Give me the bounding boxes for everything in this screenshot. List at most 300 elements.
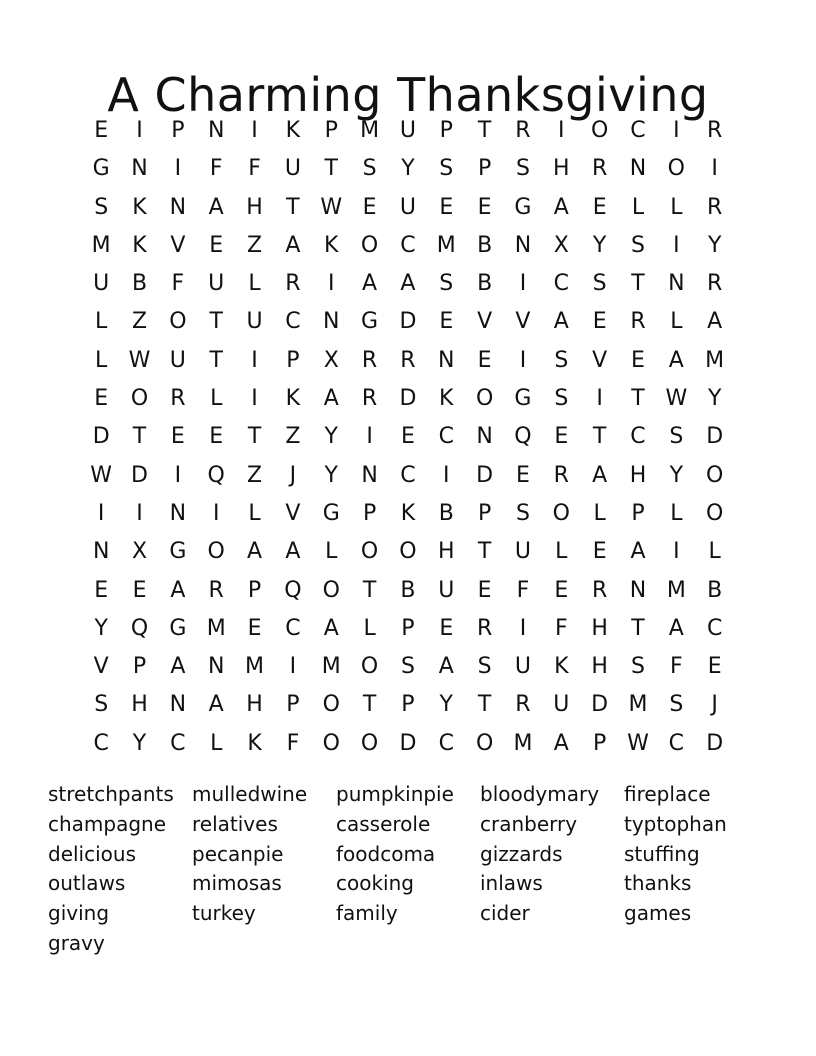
grid-letter[interactable]: F bbox=[516, 577, 530, 603]
grid-row bbox=[82, 533, 734, 571]
grid-letter[interactable]: A bbox=[438, 654, 454, 680]
grid-letter[interactable]: O bbox=[360, 232, 379, 258]
grid-letter[interactable]: E bbox=[592, 194, 607, 220]
grid-letter[interactable]: Q bbox=[130, 615, 149, 641]
grid-letter[interactable]: F bbox=[286, 730, 300, 756]
grid-letter[interactable]: R bbox=[361, 347, 378, 373]
grid-letter[interactable]: C bbox=[400, 462, 416, 488]
grid-letter[interactable]: I bbox=[558, 118, 565, 143]
grid-letter[interactable]: E bbox=[362, 194, 377, 220]
grid-letter[interactable]: I bbox=[596, 386, 603, 412]
word-list-item: casserole bbox=[336, 811, 431, 836]
grid-letter[interactable]: V bbox=[515, 309, 531, 335]
grid-letter[interactable]: C bbox=[630, 118, 646, 143]
grid-letter[interactable]: Z bbox=[247, 232, 263, 258]
grid-letter[interactable]: G bbox=[514, 194, 532, 220]
grid-letter[interactable]: T bbox=[362, 692, 377, 718]
grid-letter[interactable]: W bbox=[90, 462, 113, 488]
grid-letter[interactable]: B bbox=[438, 500, 454, 526]
grid-letter[interactable]: O bbox=[130, 386, 149, 412]
grid-letter[interactable]: A bbox=[362, 271, 378, 297]
grid-letter[interactable]: E bbox=[592, 539, 607, 565]
grid-letter[interactable]: L bbox=[210, 730, 223, 756]
grid-letter[interactable]: O bbox=[399, 539, 417, 565]
grid-letter[interactable]: E bbox=[247, 615, 262, 641]
grid-letter[interactable]: T bbox=[477, 692, 492, 718]
grid-letter[interactable]: L bbox=[325, 539, 338, 565]
grid-letter[interactable]: U bbox=[169, 347, 186, 373]
grid-letter[interactable]: R bbox=[707, 118, 723, 143]
grid-letter[interactable]: E bbox=[477, 194, 492, 220]
grid-letter[interactable]: L bbox=[95, 347, 108, 373]
grid-letter[interactable]: I bbox=[519, 271, 527, 297]
grid-letter[interactable]: M bbox=[705, 347, 725, 373]
grid-letter[interactable]: R bbox=[515, 118, 531, 143]
grid-letter[interactable]: R bbox=[553, 462, 569, 488]
grid-letter[interactable]: N bbox=[92, 539, 110, 565]
grid-letter[interactable]: E bbox=[439, 194, 454, 220]
grid-letter[interactable]: B bbox=[477, 232, 493, 258]
grid-letter[interactable]: I bbox=[251, 386, 258, 412]
grid-letter[interactable]: E bbox=[94, 577, 109, 603]
grid-letter[interactable]: Y bbox=[132, 730, 147, 756]
grid-letter[interactable]: I bbox=[519, 615, 527, 641]
grid-letter[interactable]: A bbox=[285, 539, 301, 565]
grid-letter[interactable]: Y bbox=[707, 386, 722, 412]
grid-letter[interactable]: U bbox=[399, 194, 416, 220]
grid-letter[interactable]: S bbox=[362, 156, 377, 182]
grid-letter[interactable]: D bbox=[591, 692, 609, 718]
grid-letter[interactable]: V bbox=[93, 654, 109, 680]
grid-letter[interactable]: N bbox=[207, 654, 225, 680]
grid-letter[interactable]: K bbox=[285, 386, 301, 412]
grid-letter[interactable]: A bbox=[247, 539, 263, 565]
grid-letter[interactable]: N bbox=[629, 577, 647, 603]
grid-letter[interactable]: T bbox=[132, 424, 147, 450]
grid-letter[interactable]: G bbox=[169, 615, 187, 641]
grid-letter[interactable]: I bbox=[174, 156, 182, 182]
grid-letter[interactable]: U bbox=[284, 156, 301, 182]
grid-letter[interactable]: A bbox=[553, 730, 569, 756]
grid-letter[interactable]: A bbox=[400, 271, 416, 297]
grid-letter[interactable]: E bbox=[516, 462, 530, 488]
grid-letter[interactable]: A bbox=[323, 615, 339, 641]
grid-letter[interactable]: A bbox=[668, 615, 684, 641]
grid-letter[interactable]: P bbox=[247, 577, 262, 603]
grid-letter[interactable]: A bbox=[707, 309, 723, 335]
grid-letter[interactable]: M bbox=[321, 654, 341, 680]
grid-letter[interactable]: N bbox=[207, 118, 225, 143]
grid-letter[interactable]: R bbox=[707, 194, 723, 220]
grid-letter[interactable]: X bbox=[131, 539, 148, 565]
grid-letter[interactable]: N bbox=[514, 232, 532, 258]
grid-letter[interactable]: I bbox=[673, 539, 680, 565]
grid-letter[interactable]: G bbox=[92, 156, 110, 182]
grid-letter[interactable]: P bbox=[132, 654, 147, 680]
grid-letter[interactable]: S bbox=[439, 156, 454, 182]
grid-letter[interactable]: R bbox=[591, 577, 608, 603]
grid-letter[interactable]: A bbox=[553, 309, 569, 335]
grid-letter[interactable]: P bbox=[286, 347, 300, 373]
grid-letter[interactable]: C bbox=[668, 730, 685, 756]
grid-letter[interactable]: N bbox=[361, 462, 378, 488]
grid-letter[interactable]: T bbox=[286, 194, 300, 220]
grid-letter[interactable]: Z bbox=[131, 309, 148, 335]
grid-letter[interactable]: S bbox=[515, 156, 530, 182]
grid-letter[interactable]: N bbox=[668, 271, 685, 297]
grid-letter[interactable]: N bbox=[438, 347, 455, 373]
grid-letter[interactable]: B bbox=[400, 577, 416, 603]
grid-letter[interactable]: H bbox=[246, 194, 263, 220]
grid-letter[interactable]: R bbox=[208, 577, 224, 603]
grid-letter[interactable]: S bbox=[400, 654, 415, 680]
grid-letter[interactable]: L bbox=[670, 309, 683, 335]
grid-letter[interactable]: S bbox=[439, 271, 454, 297]
grid-letter[interactable]: Q bbox=[207, 462, 225, 488]
grid-row bbox=[82, 112, 734, 150]
grid-letter[interactable]: K bbox=[247, 730, 262, 756]
grid-letter[interactable]: I bbox=[366, 424, 373, 450]
grid-letter[interactable]: F bbox=[209, 156, 223, 182]
grid-letter[interactable]: O bbox=[322, 577, 340, 603]
grid-letter[interactable]: S bbox=[669, 692, 684, 718]
grid-letter[interactable]: E bbox=[477, 347, 492, 373]
grid-letter[interactable]: I bbox=[251, 118, 258, 143]
grid-letter[interactable]: A bbox=[323, 386, 339, 412]
word-list-item: outlaws bbox=[48, 871, 126, 896]
grid-letter[interactable]: R bbox=[400, 347, 416, 373]
grid-letter[interactable]: E bbox=[170, 424, 185, 450]
grid-letter[interactable]: V bbox=[285, 500, 301, 526]
grid-letter[interactable]: S bbox=[554, 347, 569, 373]
grid-letter[interactable]: E bbox=[132, 577, 147, 603]
grid-letter[interactable]: P bbox=[477, 500, 492, 526]
grid-letter[interactable]: U bbox=[246, 309, 263, 335]
grid-letter[interactable]: U bbox=[514, 654, 531, 680]
grid-letter[interactable]: K bbox=[132, 232, 147, 258]
grid-letter[interactable]: C bbox=[706, 615, 723, 641]
grid-letter[interactable]: H bbox=[553, 156, 570, 182]
grid-letter[interactable]: S bbox=[631, 654, 645, 680]
grid-letter[interactable]: N bbox=[131, 156, 148, 182]
word-list-item: gravy bbox=[48, 930, 105, 955]
grid-letter[interactable]: K bbox=[439, 386, 454, 412]
grid-letter[interactable]: T bbox=[631, 386, 645, 412]
grid-letter[interactable]: Y bbox=[94, 615, 108, 641]
grid-letter[interactable]: A bbox=[553, 194, 569, 220]
grid-letter[interactable]: A bbox=[208, 194, 224, 220]
grid-letter[interactable]: E bbox=[592, 309, 607, 335]
grid-letter[interactable]: H bbox=[629, 462, 647, 488]
grid-letter[interactable]: H bbox=[591, 615, 608, 641]
grid-letter[interactable]: U bbox=[208, 271, 225, 297]
grid-letter[interactable]: N bbox=[629, 156, 647, 182]
grid-letter[interactable]: E bbox=[554, 424, 569, 450]
grid-letter[interactable]: A bbox=[630, 539, 646, 565]
grid-letter[interactable]: D bbox=[476, 462, 494, 488]
grid-letter[interactable]: D bbox=[706, 730, 724, 756]
grid-letter[interactable]: H bbox=[591, 654, 608, 680]
grid-letter[interactable]: L bbox=[248, 271, 261, 297]
grid-letter[interactable]: W bbox=[627, 730, 649, 756]
grid-letter[interactable]: E bbox=[439, 615, 454, 641]
grid-letter[interactable]: J bbox=[289, 462, 297, 488]
grid-letter[interactable]: I bbox=[289, 654, 297, 680]
grid-letter[interactable]: Z bbox=[285, 424, 301, 450]
grid-letter[interactable]: C bbox=[285, 615, 301, 641]
grid-letter[interactable]: E bbox=[209, 424, 224, 450]
grid-letter[interactable]: R bbox=[515, 692, 531, 718]
grid-letter[interactable]: U bbox=[93, 271, 110, 297]
grid-letter[interactable]: I bbox=[136, 118, 143, 143]
grid-letter[interactable]: L bbox=[708, 539, 721, 565]
grid-letter[interactable]: O bbox=[667, 156, 685, 182]
grid-letter[interactable]: E bbox=[707, 654, 722, 680]
grid-letter[interactable]: O bbox=[322, 730, 340, 756]
grid-row bbox=[82, 227, 734, 265]
grid-letter[interactable]: I bbox=[97, 500, 105, 526]
grid-letter[interactable]: I bbox=[673, 118, 680, 143]
grid-letter[interactable]: L bbox=[593, 500, 606, 526]
grid-letter[interactable]: F bbox=[248, 156, 261, 182]
grid-letter[interactable]: G bbox=[514, 386, 532, 412]
grid-letter[interactable]: S bbox=[94, 194, 109, 220]
grid-letter[interactable]: P bbox=[631, 500, 645, 526]
grid-letter[interactable]: D bbox=[131, 462, 148, 488]
grid-letter[interactable]: B bbox=[707, 577, 723, 603]
grid-letter[interactable]: O bbox=[590, 118, 609, 143]
grid-letter[interactable]: O bbox=[207, 539, 225, 565]
grid-letter[interactable]: X bbox=[323, 347, 339, 373]
grid-letter[interactable]: P bbox=[401, 615, 415, 641]
grid-letter[interactable]: V bbox=[592, 347, 608, 373]
grid-letter[interactable]: I bbox=[174, 462, 182, 488]
grid-letter[interactable]: O bbox=[706, 462, 724, 488]
grid-letter[interactable]: K bbox=[324, 232, 339, 258]
grid-letter[interactable]: G bbox=[169, 539, 187, 565]
grid-letter[interactable]: L bbox=[210, 386, 223, 412]
grid-letter[interactable]: Y bbox=[324, 424, 338, 450]
grid-letter[interactable]: O bbox=[475, 730, 494, 756]
grid-letter[interactable]: W bbox=[128, 347, 151, 373]
grid-letter[interactable]: E bbox=[94, 118, 109, 143]
grid-letter[interactable]: S bbox=[94, 692, 109, 718]
grid-letter[interactable]: O bbox=[360, 730, 379, 756]
grid-letter[interactable]: I bbox=[327, 271, 335, 297]
grid-letter[interactable]: M bbox=[245, 654, 265, 680]
grid-letter[interactable]: Y bbox=[324, 462, 338, 488]
grid-letter[interactable]: B bbox=[477, 271, 493, 297]
grid-letter[interactable]: R bbox=[630, 309, 646, 335]
grid-letter[interactable]: Z bbox=[247, 462, 263, 488]
grid-letter[interactable]: Q bbox=[514, 424, 532, 450]
grid-letter[interactable]: C bbox=[170, 730, 186, 756]
grid-letter[interactable]: O bbox=[552, 500, 570, 526]
grid-letter[interactable]: T bbox=[247, 424, 262, 450]
grid-letter[interactable]: C bbox=[438, 424, 454, 450]
grid-letter[interactable]: P bbox=[593, 730, 607, 756]
grid-letter[interactable]: T bbox=[477, 539, 492, 565]
grid-letter[interactable]: O bbox=[322, 692, 340, 718]
grid-letter[interactable]: L bbox=[670, 194, 683, 220]
grid-letter[interactable]: T bbox=[477, 118, 492, 143]
grid-letter[interactable]: D bbox=[399, 730, 417, 756]
grid-letter[interactable]: K bbox=[132, 194, 147, 220]
grid-letter[interactable]: M bbox=[436, 232, 456, 258]
grid-letter[interactable]: K bbox=[285, 118, 301, 143]
grid-letter[interactable]: H bbox=[437, 539, 455, 565]
grid-letter[interactable]: S bbox=[592, 271, 607, 297]
grid-letter[interactable]: D bbox=[706, 424, 724, 450]
grid-letter[interactable]: C bbox=[438, 730, 454, 756]
grid-letter[interactable]: A bbox=[668, 347, 684, 373]
grid-letter[interactable]: O bbox=[706, 500, 724, 526]
grid-letter[interactable]: B bbox=[131, 271, 148, 297]
grid-letter[interactable]: K bbox=[400, 500, 416, 526]
grid-letter[interactable]: U bbox=[514, 539, 531, 565]
grid-letter[interactable]: K bbox=[554, 654, 569, 680]
grid-letter[interactable]: F bbox=[171, 271, 185, 297]
grid-letter[interactable]: E bbox=[439, 309, 454, 335]
grid-letter[interactable]: M bbox=[360, 118, 380, 143]
grid-letter[interactable]: U bbox=[399, 118, 416, 143]
grid-letter[interactable]: V bbox=[477, 309, 493, 335]
grid-letter[interactable]: I bbox=[443, 462, 450, 488]
grid-letter[interactable]: O bbox=[475, 386, 494, 412]
grid-letter[interactable]: L bbox=[555, 539, 568, 565]
grid-letter[interactable]: Y bbox=[401, 156, 415, 182]
grid-letter[interactable]: S bbox=[554, 386, 569, 412]
grid-letter[interactable]: O bbox=[360, 654, 379, 680]
grid-letter[interactable]: Y bbox=[669, 462, 684, 488]
word-list-item: cooking bbox=[336, 871, 414, 896]
grid-letter[interactable]: D bbox=[92, 424, 110, 450]
grid-letter[interactable]: Y bbox=[707, 232, 722, 258]
grid-letter[interactable]: E bbox=[94, 386, 109, 412]
grid-letter[interactable]: I bbox=[673, 232, 680, 258]
grid-letter[interactable]: T bbox=[362, 577, 377, 603]
grid-letter[interactable]: V bbox=[170, 232, 186, 258]
grid-letter[interactable]: P bbox=[477, 156, 492, 182]
grid-letter[interactable]: S bbox=[669, 424, 684, 450]
grid-letter[interactable]: C bbox=[630, 424, 646, 450]
grid-letter[interactable]: F bbox=[670, 654, 683, 680]
grid-letter[interactable]: H bbox=[131, 692, 148, 718]
grid-letter[interactable]: T bbox=[631, 615, 645, 641]
grid-letter[interactable]: E bbox=[631, 347, 645, 373]
grid-letter[interactable]: C bbox=[285, 309, 301, 335]
grid-letter[interactable]: L bbox=[670, 500, 683, 526]
grid-letter[interactable]: N bbox=[169, 500, 187, 526]
grid-letter[interactable]: R bbox=[707, 271, 723, 297]
grid-letter[interactable]: F bbox=[554, 615, 568, 641]
grid-letter[interactable]: U bbox=[438, 577, 455, 603]
grid-letter[interactable]: L bbox=[95, 309, 108, 335]
grid-letter[interactable]: O bbox=[169, 309, 187, 335]
grid-letter[interactable]: S bbox=[477, 654, 492, 680]
grid-letter[interactable]: C bbox=[553, 271, 569, 297]
grid-letter[interactable]: Y bbox=[439, 692, 453, 718]
grid-letter[interactable]: N bbox=[169, 692, 187, 718]
grid-letter[interactable]: I bbox=[136, 500, 143, 526]
grid-letter[interactable]: A bbox=[170, 577, 186, 603]
grid-letter[interactable]: C bbox=[400, 232, 416, 258]
grid-letter[interactable]: R bbox=[591, 156, 608, 182]
grid-letter[interactable]: J bbox=[711, 692, 718, 718]
grid-letter[interactable]: D bbox=[399, 386, 417, 412]
grid-letter[interactable]: L bbox=[631, 194, 645, 220]
grid-letter[interactable]: H bbox=[246, 692, 263, 718]
grid-letter[interactable]: P bbox=[286, 692, 300, 718]
grid-letter[interactable]: P bbox=[401, 692, 415, 718]
grid-letter[interactable]: R bbox=[285, 271, 301, 297]
grid-letter[interactable]: R bbox=[476, 615, 493, 641]
grid-letter[interactable]: W bbox=[665, 386, 688, 412]
grid-letter[interactable]: Q bbox=[284, 577, 302, 603]
grid-letter[interactable]: P bbox=[324, 118, 338, 143]
page-title: A Charming Thanksgiving bbox=[107, 67, 709, 122]
word-list-item: cranberry bbox=[480, 811, 578, 836]
grid-letter[interactable]: M bbox=[666, 577, 686, 603]
grid-letter[interactable]: E bbox=[209, 232, 224, 258]
grid-letter[interactable]: P bbox=[362, 500, 377, 526]
grid-letter[interactable]: M bbox=[91, 232, 111, 258]
grid-letter[interactable]: P bbox=[439, 118, 453, 143]
grid-letter[interactable]: M bbox=[628, 692, 648, 718]
grid-letter[interactable]: I bbox=[519, 347, 527, 373]
grid-letter[interactable]: I bbox=[251, 347, 258, 373]
grid-letter[interactable]: W bbox=[320, 194, 343, 220]
grid-letter[interactable]: E bbox=[400, 424, 415, 450]
grid-letter[interactable]: O bbox=[360, 539, 379, 565]
grid-letter[interactable]: M bbox=[206, 615, 226, 641]
grid-letter[interactable]: R bbox=[361, 386, 378, 412]
grid-letter[interactable]: X bbox=[553, 232, 569, 258]
grid-letter[interactable]: L bbox=[248, 500, 261, 526]
grid-letter[interactable]: S bbox=[631, 232, 645, 258]
grid-letter[interactable]: Y bbox=[592, 232, 607, 258]
grid-letter[interactable]: U bbox=[553, 692, 570, 718]
grid-letter[interactable]: G bbox=[322, 500, 340, 526]
grid-letter[interactable]: I bbox=[212, 500, 220, 526]
grid-letter[interactable]: P bbox=[171, 118, 185, 143]
grid-letter[interactable]: A bbox=[592, 462, 608, 488]
grid-letter[interactable]: T bbox=[324, 156, 338, 182]
grid-letter[interactable]: T bbox=[631, 271, 645, 297]
grid-letter[interactable]: M bbox=[513, 730, 533, 756]
grid-letter[interactable]: I bbox=[711, 156, 718, 182]
grid-letter[interactable]: S bbox=[515, 500, 530, 526]
grid-letter[interactable]: A bbox=[170, 654, 186, 680]
word-list bbox=[48, 780, 788, 959]
grid-letter[interactable]: T bbox=[209, 309, 223, 335]
grid-letter[interactable]: C bbox=[93, 730, 109, 756]
letter-grid bbox=[82, 112, 734, 763]
grid-letter[interactable]: G bbox=[361, 309, 379, 335]
grid-letter[interactable]: R bbox=[170, 386, 186, 412]
grid-letter[interactable]: N bbox=[169, 194, 187, 220]
grid-letter[interactable]: N bbox=[323, 309, 340, 335]
grid-letter[interactable]: L bbox=[363, 615, 376, 641]
grid-letter[interactable]: E bbox=[554, 577, 569, 603]
grid-letter[interactable]: E bbox=[477, 577, 492, 603]
grid-letter[interactable]: A bbox=[285, 232, 301, 258]
grid-letter[interactable]: A bbox=[208, 692, 224, 718]
grid-letter[interactable]: D bbox=[399, 309, 417, 335]
grid-letter[interactable]: N bbox=[476, 424, 493, 450]
grid-letter[interactable]: T bbox=[209, 347, 223, 373]
grid-letter[interactable]: T bbox=[592, 424, 607, 450]
